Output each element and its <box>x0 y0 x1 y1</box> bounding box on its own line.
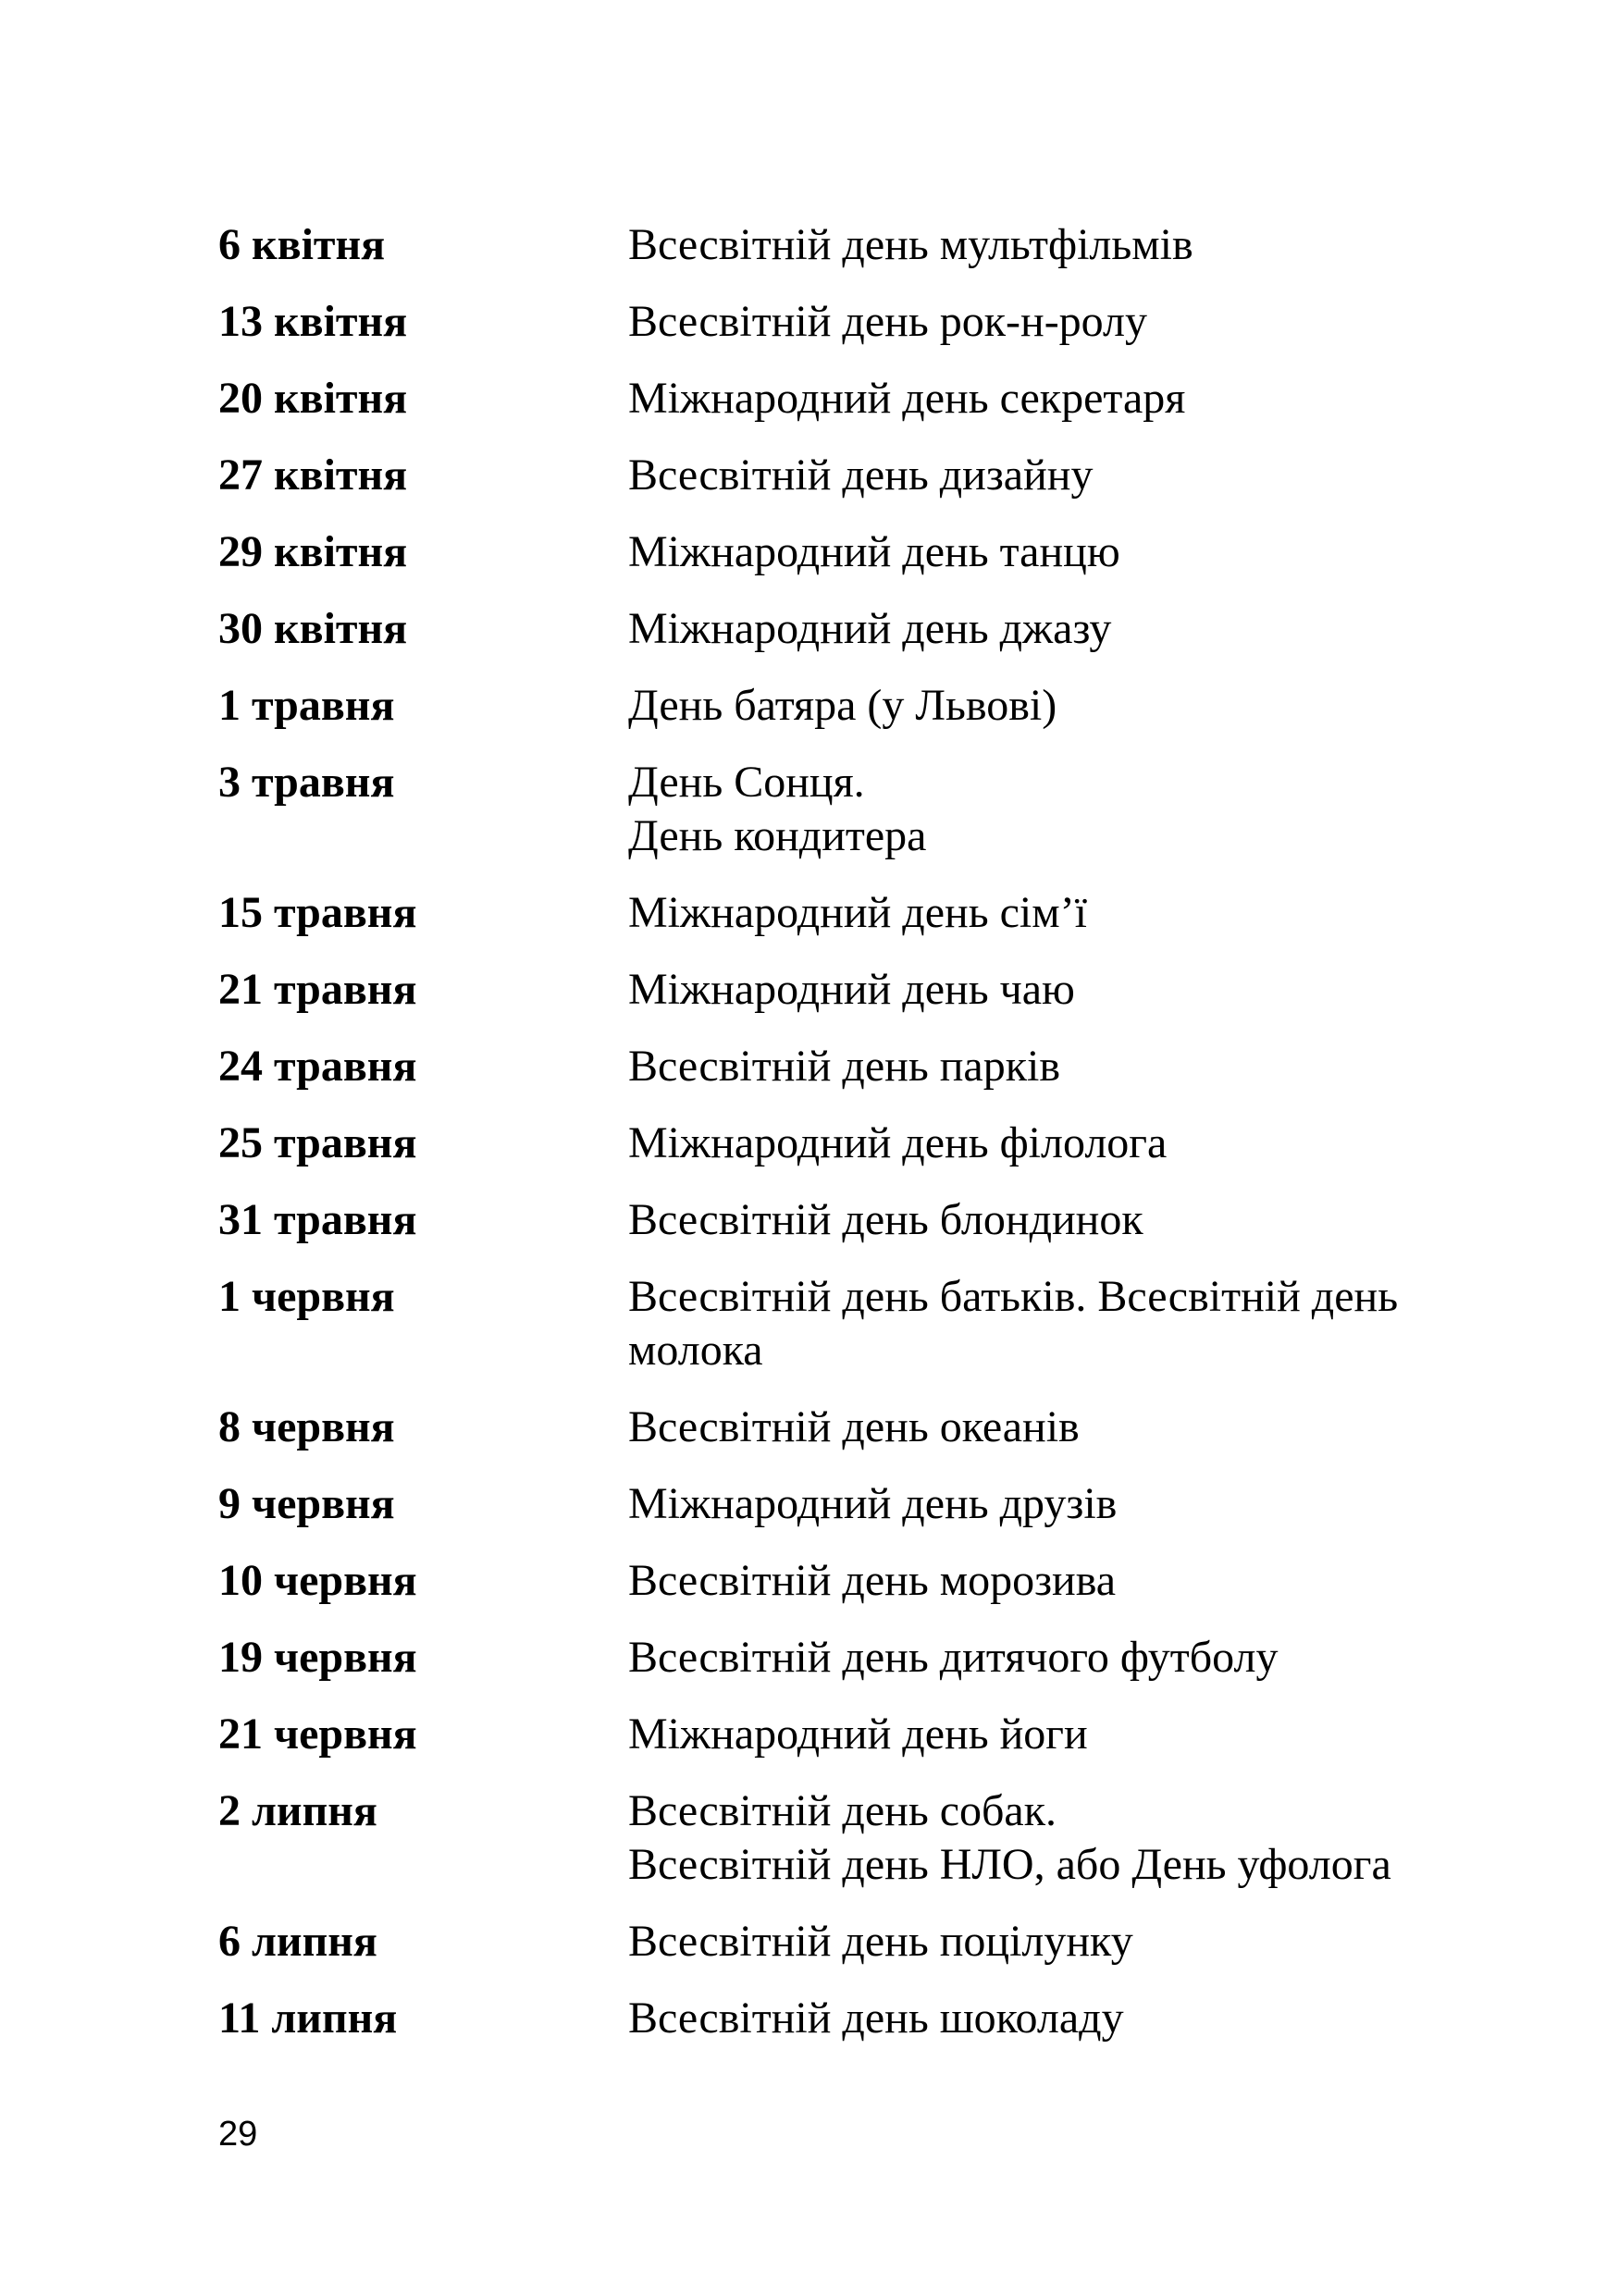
event-description-line: Всесвітній день дизайну <box>628 451 1094 500</box>
event-row <box>218 756 1449 863</box>
event-description <box>628 1040 1449 1093</box>
event-description <box>628 886 1449 940</box>
event-row <box>218 295 1449 349</box>
page-number: 29 <box>218 2115 258 2154</box>
event-description-line: Всесвітній день батьків. Всесвітній день <box>628 1272 1399 1321</box>
event-row <box>218 1554 1449 1608</box>
event-description-line: Міжнародний день чаю <box>628 965 1075 1014</box>
event-row <box>218 1401 1449 1454</box>
event-row <box>218 449 1449 502</box>
event-description <box>628 1708 1449 1761</box>
event-description <box>628 1992 1449 2045</box>
event-row <box>218 1477 1449 1531</box>
event-row <box>218 1992 1449 2045</box>
event-date: 6 квітня <box>218 220 386 269</box>
events-list <box>218 218 1449 2068</box>
event-date: 24 травня <box>218 1042 417 1091</box>
event-date: 8 червня <box>218 1402 395 1451</box>
event-description-line: Міжнародний день джазу <box>628 604 1112 653</box>
event-date: 2 липня <box>218 1786 377 1835</box>
event-description <box>628 218 1449 272</box>
event-description-line: День кондитера <box>628 811 927 860</box>
event-description <box>628 756 1449 863</box>
event-date: 21 червня <box>218 1710 417 1759</box>
event-row <box>218 1631 1449 1685</box>
event-row <box>218 372 1449 426</box>
event-row <box>218 886 1449 940</box>
event-row <box>218 1915 1449 1969</box>
event-row <box>218 1270 1449 1377</box>
event-description <box>628 449 1449 502</box>
event-description-line: Міжнародний день філолога <box>628 1118 1168 1167</box>
event-date: 25 травня <box>218 1118 417 1167</box>
event-description-line: День батяра (у Львові) <box>628 681 1057 730</box>
event-row <box>218 1040 1449 1093</box>
event-date: 31 травня <box>218 1195 417 1244</box>
event-date: 1 травня <box>218 681 395 730</box>
event-row <box>218 218 1449 272</box>
event-description <box>628 1193 1449 1247</box>
event-description <box>628 1477 1449 1531</box>
event-date: 21 травня <box>218 965 417 1014</box>
event-date: 1 червня <box>218 1272 395 1321</box>
event-date: 27 квітня <box>218 451 408 500</box>
event-row <box>218 679 1449 733</box>
event-description-line: Всесвітній день поцілунку <box>628 1917 1133 1966</box>
event-description-line: Міжнародний день танцю <box>628 527 1120 576</box>
event-row <box>218 602 1449 656</box>
event-description-line: Всесвітній день дитячого футболу <box>628 1633 1279 1682</box>
event-date: 10 червня <box>218 1556 417 1605</box>
event-description-line: Всесвітній день рок-н-ролу <box>628 297 1147 346</box>
event-description-line: Всесвітній день шоколаду <box>628 1994 1124 2043</box>
event-description <box>628 1631 1449 1685</box>
event-description <box>628 372 1449 426</box>
event-description <box>628 1270 1449 1377</box>
event-description <box>628 602 1449 656</box>
event-date: 19 червня <box>218 1633 417 1682</box>
event-description-line: Міжнародний день йоги <box>628 1710 1088 1759</box>
event-description-line: Всесвітній день собак. <box>628 1786 1057 1835</box>
event-description-line: Міжнародний день секретаря <box>628 374 1186 423</box>
event-date: 11 липня <box>218 1994 398 2043</box>
event-row <box>218 963 1449 1017</box>
event-description-line: молока <box>628 1326 763 1375</box>
event-date: 3 травня <box>218 758 395 807</box>
event-description <box>628 1784 1449 1892</box>
event-row <box>218 1784 1449 1892</box>
event-description <box>628 1401 1449 1454</box>
event-date: 15 травня <box>218 888 417 937</box>
event-description-line: Всесвітній день парків <box>628 1042 1061 1091</box>
event-description-line: Всесвітній день НЛО, або День уфолога <box>628 1840 1391 1889</box>
event-description-line: Всесвітній день мультфільмів <box>628 220 1193 269</box>
event-row <box>218 1708 1449 1761</box>
event-description-line: Міжнародний день сім’ї <box>628 888 1087 937</box>
event-date: 6 липня <box>218 1917 377 1966</box>
event-row <box>218 1117 1449 1170</box>
event-description-line: Міжнародний день друзів <box>628 1479 1118 1528</box>
event-description-line: Всесвітній день морозива <box>628 1556 1117 1605</box>
event-date: 30 квітня <box>218 604 408 653</box>
event-date: 13 квітня <box>218 297 408 346</box>
event-date: 29 квітня <box>218 527 408 576</box>
event-description <box>628 963 1449 1017</box>
event-description-line: Всесвітній день океанів <box>628 1402 1080 1451</box>
event-date: 9 червня <box>218 1479 395 1528</box>
event-description <box>628 1117 1449 1170</box>
event-description <box>628 295 1449 349</box>
event-date: 20 квітня <box>218 374 408 423</box>
event-description <box>628 679 1449 733</box>
event-row <box>218 1193 1449 1247</box>
event-description <box>628 1915 1449 1969</box>
event-description-line: Всесвітній день блондинок <box>628 1195 1143 1244</box>
event-description <box>628 525 1449 579</box>
event-description-line: День Сонця. <box>628 758 865 807</box>
event-row <box>218 525 1449 579</box>
event-description <box>628 1554 1449 1608</box>
